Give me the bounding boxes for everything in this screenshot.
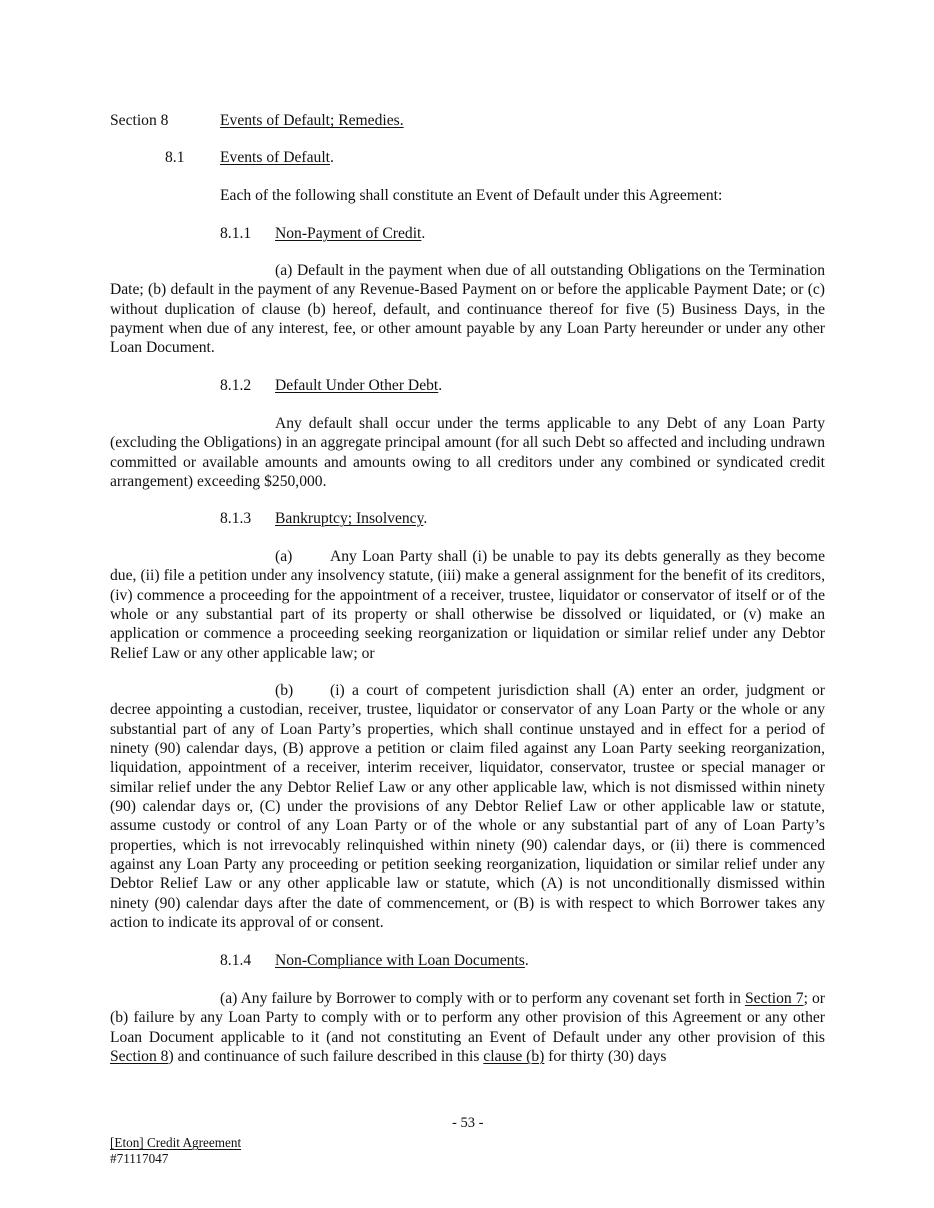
clause-text: (a) Default in the payment when due of all outstanding Obligations on the Termination Date; (b) default in the payment of any Revenue-Based Payment on or before the applicable Payment Date; or (c) without duplication of clause (b) hereof, default, and continuance thereof for five (5) Business Days, in the payment when due of any interest, fee, or other amount payable by any Loan Party hereunder or under any other Loan Document.	[110, 262, 825, 357]
clause-title-suffix: .	[438, 377, 443, 394]
clause-number: 8.1.4	[220, 952, 252, 969]
section-7-reference[interactable]: Section 7	[744, 990, 804, 1007]
clause-title-suffix: .	[423, 510, 428, 527]
subsection-title: Events of Default	[220, 149, 330, 166]
clause-number: 8.1.3	[220, 510, 252, 527]
clause-text: for thirty (30) days	[544, 1048, 667, 1066]
clause-title-suffix: .	[421, 225, 426, 242]
clause-text: ) and continuance of such failure described in this	[168, 1048, 484, 1066]
clause-b-reference[interactable]: clause (b)	[483, 1048, 545, 1066]
clause-paragraph	[110, 547, 825, 663]
clause-heading	[275, 376, 442, 395]
clause-paragraph	[110, 261, 825, 358]
subsection-title-suffix: .	[330, 149, 334, 166]
clause-title: Bankruptcy; Insolvency	[275, 510, 424, 527]
clause-paragraph	[110, 989, 825, 1066]
clause-title: Default Under Other Debt	[275, 377, 439, 394]
clause-title: Non-Compliance with Loan Documents	[275, 952, 525, 969]
paragraph-label: (a)	[275, 548, 293, 565]
clause-paragraph	[110, 681, 825, 932]
clause-text: Any Loan Party shall (i) be unable to pay its debts generally as they become due, (ii) file a petition under any insolvency statute, (iii) make a general assignment for the benefit of its creditors, (iv) commence a proceeding for the appointment of a receiver, trustee, liquidator or conservator of itself or of the whole or any substantial part of its property or shall otherwise be dissolved or liquidated, or (v) make an application or commence a proceeding seeking reorganization or liquidation or similar relief under any Debtor Relief Law or any other applicable law; or	[110, 548, 825, 662]
footer-doc-title: [Eton] Credit Agreement	[110, 1135, 242, 1150]
subsection-intro: Each of the following shall constitute an Event of Default under this Agreement:	[220, 187, 723, 204]
page-number: - 53 -	[452, 1115, 484, 1131]
section-title: Events of Default; Remedies.	[220, 112, 404, 129]
paragraph-label: (b)	[275, 682, 294, 699]
clause-text: Any default shall occur under the terms applicable to any Debt of any Loan Party (excluding the Obligations) in an aggregate principal amount (for all such Debt so affected and including undrawn committed or available amounts and amounts owing to all creditors under any combined or syndicated credit arrangement) exceeding $250,000.	[110, 415, 825, 491]
clause-title-suffix: .	[524, 952, 529, 969]
clause-number: 8.1.2	[220, 377, 252, 394]
clause-paragraph	[110, 414, 825, 491]
section-number: Section 8	[110, 112, 169, 129]
subsection-number: 8.1	[165, 149, 185, 166]
clause-text: (a) Any failure by Borrower to comply with or to perform any covenant set forth in	[220, 990, 745, 1007]
subsection-heading	[220, 148, 334, 167]
clause-heading	[275, 224, 425, 243]
clause-text: ; or (b) failure by any Loan Party to comply with or to perform any other provision of this Agreement or any other Loan Document applicable to it (and not constituting an Event of Default under any other provision of this	[110, 990, 825, 1046]
clause-title: Non-Payment of Credit	[275, 225, 422, 242]
clause-text: (i) a court of competent jurisdiction shall (A) enter an order, judgment or decree appointing a custodian, receiver, trustee, liquidator or conservator of any Loan Party or the whole or any substantial part of any of Loan Party’s properties, which shall continue unstayed and in effect for a period of ninety (90) calendar days, (B) approve a petition or claim filed against any Loan Party seeking reorganization, liquidation, appointment of a receiver, interim receiver, liquidator, conservator, trustee or special manager or similar relief under the any Debtor Relief Law or any other applicable law, which is not dismissed within ninety (90) calendar days or, (C) under the provisions of any Debtor Relief Law or other applicable law or statute, assume custody or control of any Loan Party or of the whole or any substantial part of any of Loan Party’s properties, which is not irrevocably relinquished within ninety (90) calendar days, or (ii) there is commenced against any Loan Party any proceeding or petition seeking reorganization, liquidation or similar relief under any Debtor Relief Law or any other applicable law or statute, which (A) is not unconditionally dismissed within ninety (90) calendar days after the date of commencement, or (B) is with respect to which Borrower takes any action to indicate its approval of or consent.	[110, 682, 825, 932]
clause-heading	[275, 509, 427, 528]
clause-heading	[275, 951, 529, 970]
section-8-reference[interactable]: Section 8	[110, 1048, 169, 1066]
footer-doc-id: #71117047	[110, 1151, 169, 1166]
clause-number: 8.1.1	[220, 225, 252, 242]
